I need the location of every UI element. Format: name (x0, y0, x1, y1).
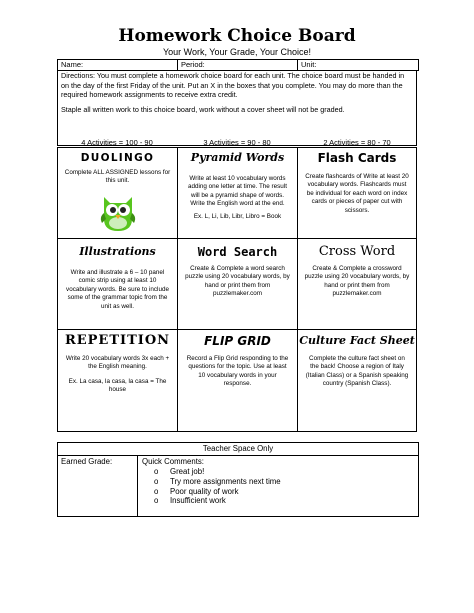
cell-culture-fact-sheet[interactable] (298, 330, 416, 431)
comment-text: Great job! (170, 467, 205, 476)
teacher-space-header: Teacher Space Only (58, 443, 418, 456)
pyramid-words-example: Ex. L, Li, Lib, Libr, Libro = Book (193, 212, 282, 220)
page-subtitle: Your Work, Your Grade, Your Choice! (162, 47, 312, 57)
tier-3-activities: 3 Activities = 90 - 80 (203, 138, 271, 147)
tier-4-activities: 4 Activities = 100 - 90 (81, 138, 153, 147)
checkbox-bullet: o (154, 486, 159, 496)
cell-flip-grid[interactable] (178, 330, 298, 431)
choice-board-grid (57, 147, 417, 432)
culture-fact-sheet-desc: Complete the culture fact sheet on the back! Choose a region of Italy (Italian Class) or a Spanish speaking country (Spanish Class). (305, 355, 409, 388)
repetition-title: REPETITION (64, 333, 171, 348)
quick-comments-label: Quick Comments: (142, 457, 204, 466)
repetition-desc: Write 20 vocabulary words 3x each + the English meaning. (65, 355, 170, 371)
teacher-space (57, 442, 419, 517)
culture-fact-sheet-title: Culture Fact Sheet (299, 334, 415, 347)
comment-item[interactable] (154, 496, 414, 506)
checkbox-bullet: o (154, 476, 159, 486)
comments-list (154, 467, 414, 506)
illustrations-title: Illustrations (79, 245, 156, 258)
word-search-title: Word Search (197, 245, 278, 259)
name-field[interactable]: Name: (58, 60, 178, 70)
comment-text: Insufficient work (170, 496, 226, 506)
cell-cross-word[interactable] (298, 239, 416, 330)
pyramid-words-desc: Write at least 10 vocabulary words adding one letter at time. The result will be a pyramid shape of words. Write the English word at the end. (188, 175, 287, 208)
cell-pyramid-words[interactable] (178, 148, 298, 239)
checkbox-bullet: o (154, 467, 159, 476)
grading-tiers (57, 138, 417, 147)
flip-grid-desc: Record a Flip Grid responding to the questions for the topic. Use at least 10 vocabulary words in your response. (186, 355, 289, 388)
repetition-example: Ex. La casa, la casa, la casa = The house (68, 377, 167, 394)
period-field[interactable]: Period: (178, 60, 298, 70)
word-search-desc: Create & Complete a word search puzzle using 20 vocabulary words, by hand or print them from puzzlemaker.com (185, 265, 290, 298)
flash-cards-desc: Create flashcards of Write at least 20 vocabulary words. Flashcards must be individual for each word on index cards or pieces of paper cut with scissors. (305, 173, 409, 214)
pyramid-words-title: Pyramid Words (190, 151, 285, 164)
directions-text: Directions: You must complete a homework choice board for each unit. The choice board must be handed in on the day of the first Friday of the unit. Put an X in the boxes that you complete. You may do more than the required homework assignments to receive extra credit. (61, 71, 405, 100)
cell-word-search[interactable] (178, 239, 298, 330)
cell-duolingo[interactable] (58, 148, 178, 239)
duolingo-desc: Complete ALL ASSIGNED lessons for this unit. (64, 169, 171, 185)
cell-flash-cards[interactable] (298, 148, 416, 239)
cross-word-title: Cross Word (318, 244, 396, 259)
illustrations-desc: Write and illustrate a 6 – 10 panel comic strip using at least 10 vocabulary words. Be sure to include some of the grammar topic from the unit as well. (66, 269, 169, 310)
comment-item[interactable] (154, 467, 414, 477)
earned-grade-field[interactable]: Earned Grade: (58, 456, 138, 516)
staple-note: Staple all written work to this choice board, work without a cover sheet will not be graded. (61, 104, 345, 114)
comment-item[interactable] (154, 487, 414, 497)
comment-text: Poor quality of work (170, 486, 239, 496)
tier-2-activities: 2 Activities = 80 - 70 (323, 138, 391, 147)
duolingo-owl-icon (96, 189, 140, 233)
duolingo-title: DUOLINGO (80, 152, 155, 164)
page-title: Homework Choice Board (118, 26, 356, 46)
checkbox-bullet: o (154, 496, 159, 506)
cross-word-desc: Create & Complete a crossword puzzle using 20 vocabulary words, by hand or print them from puzzlemaker.com (304, 265, 410, 298)
quick-comments (138, 456, 418, 516)
directions-box (57, 70, 417, 146)
comment-item[interactable] (154, 477, 414, 487)
comment-text: Try more assignments next time (170, 476, 281, 486)
flip-grid-title: FLIP GRID (204, 334, 271, 348)
flash-cards-title: Flash Cards (317, 151, 397, 165)
cell-repetition[interactable] (58, 330, 178, 431)
unit-field[interactable]: Unit: (301, 60, 317, 69)
cell-illustrations[interactable] (58, 239, 178, 330)
